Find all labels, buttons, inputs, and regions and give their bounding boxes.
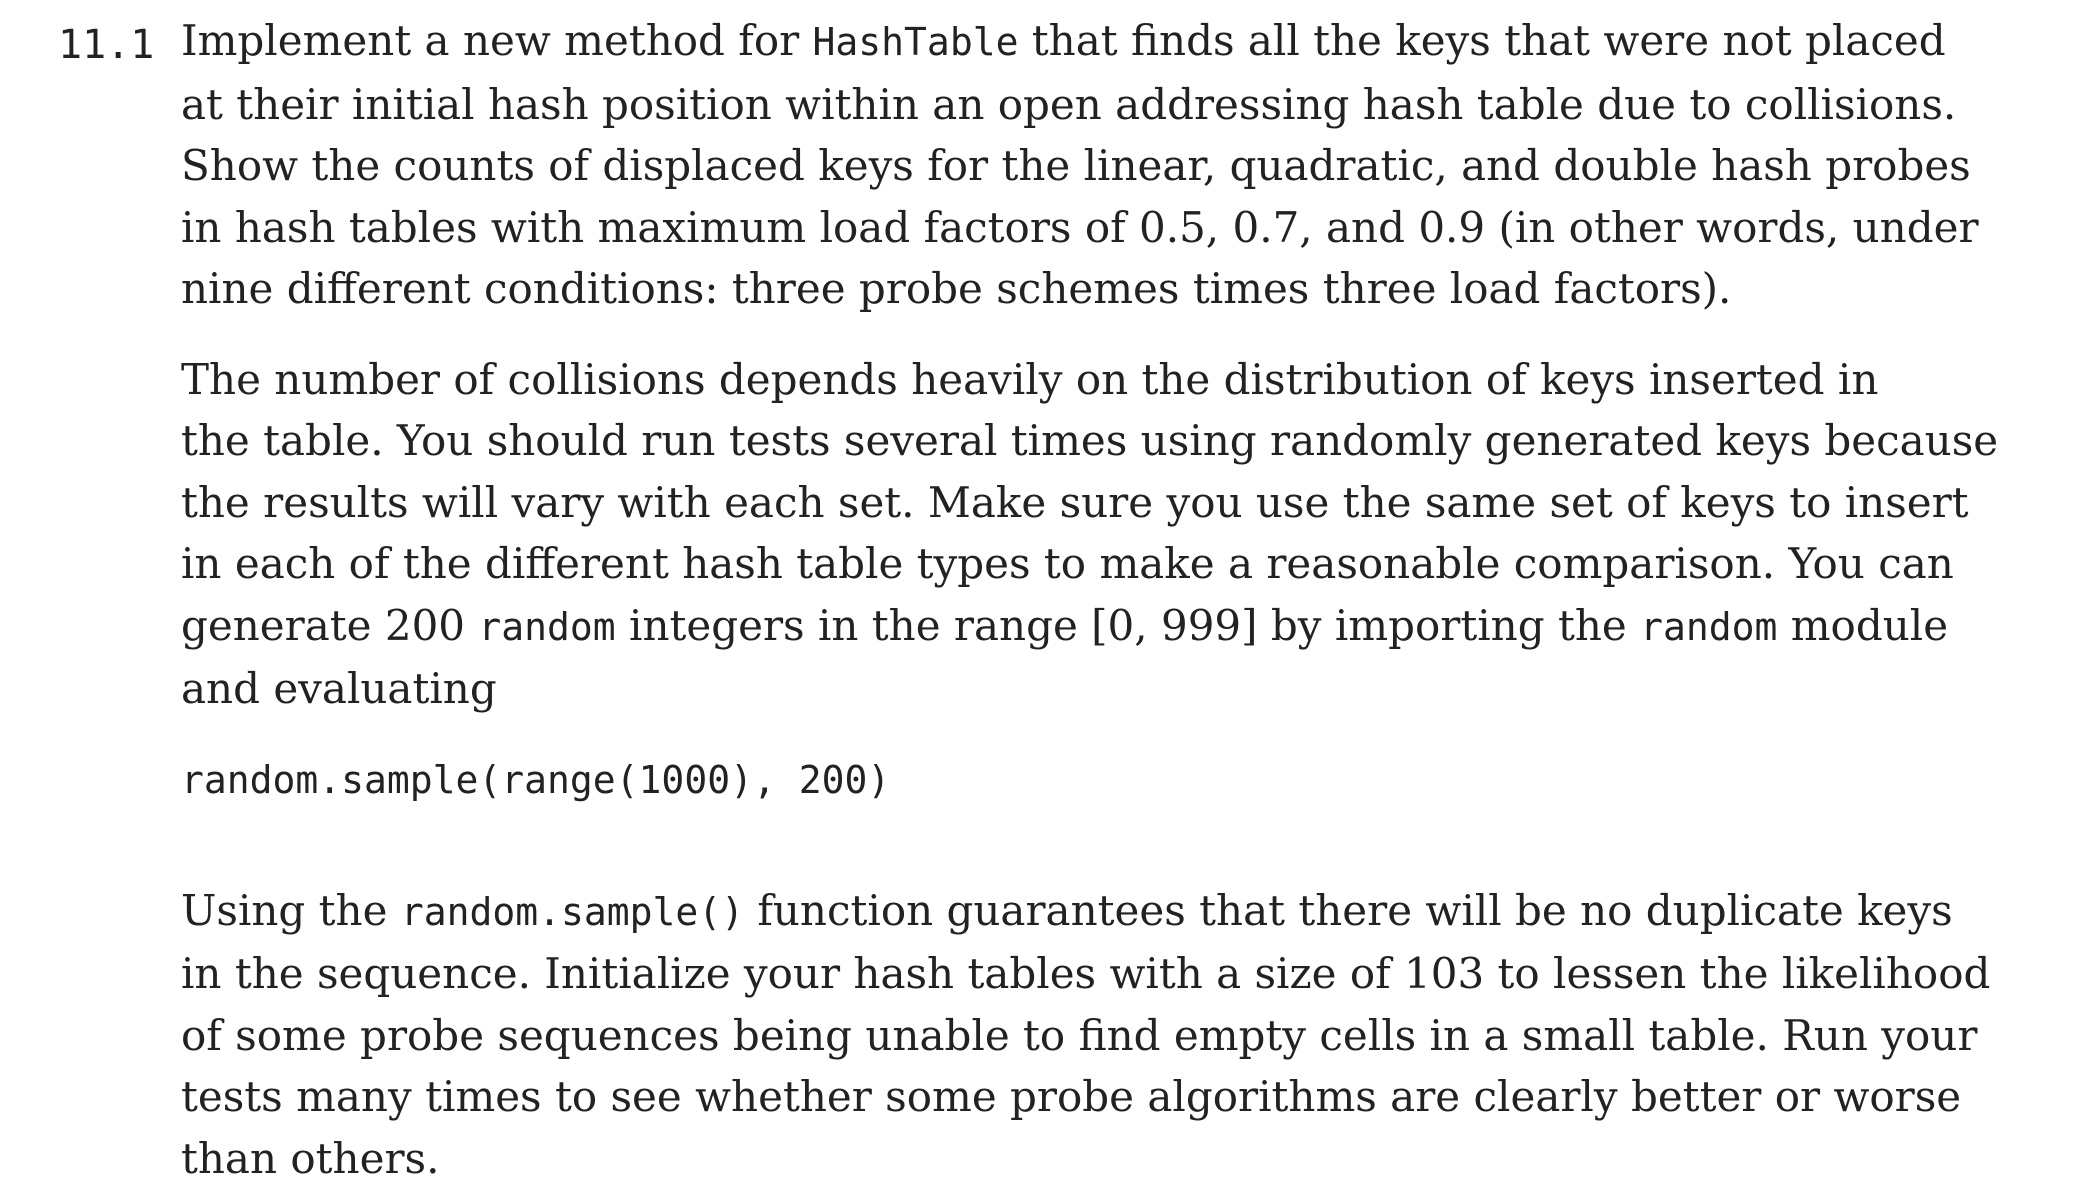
text-segment: in hash tables with maximum load factors of 0.5, 0.7, and 0.9 (in other words, under	[181, 203, 1979, 252]
exercise-body	[181, 10, 2051, 1189]
text-segment: at their initial hash position within an open addressing hash table due to collisions.	[181, 80, 1956, 129]
text-segment: nine different conditions: three probe schemes times three load factors).	[181, 264, 1731, 313]
text-line	[181, 658, 2051, 720]
text-segment: Using the	[181, 886, 401, 935]
inline-code: random.sample()	[401, 890, 744, 934]
text-segment: of some probe sequences being unable to find empty cells in a small table. Run your	[181, 1011, 1977, 1060]
text-segment: The number of collisions depends heavily on the distribution of keys inserted in	[181, 355, 1878, 404]
text-segment: generate 200	[181, 601, 478, 650]
text-line	[181, 258, 2051, 320]
text-segment: in each of the different hash table types to make a reasonable comparison. You can	[181, 539, 1954, 588]
paragraph-instructions	[181, 349, 2051, 720]
text-line	[181, 880, 2051, 944]
text-line	[181, 197, 2051, 259]
text-segment: and evaluating	[181, 664, 497, 713]
inline-code: HashTable	[813, 20, 1019, 64]
text-line	[181, 349, 2051, 411]
text-line	[181, 1005, 2051, 1067]
paragraph-task	[181, 10, 2051, 320]
text-line	[181, 410, 2051, 472]
text-segment: integers in the range [0, 999] by importing the	[616, 601, 1640, 650]
text-line	[181, 595, 2051, 659]
text-segment: tests many times to see whether some probe algorithms are clearly better or worse	[181, 1072, 1961, 1121]
text-segment: function guarantees that there will be no duplicate keys	[744, 886, 1953, 935]
text-line	[181, 74, 2051, 136]
text-segment: than others.	[181, 1134, 439, 1183]
text-segment: in the sequence. Initialize your hash tables with a size of 103 to lessen the likelihood	[181, 949, 1990, 998]
code-example: random.sample(range(1000), 200)	[181, 750, 2051, 810]
text-line	[181, 1066, 2051, 1128]
paragraph-closing	[181, 880, 2051, 1189]
text-segment: Implement a new method for	[181, 16, 813, 65]
text-line	[181, 533, 2051, 595]
text-segment: the table. You should run tests several times using randomly generated keys because	[181, 416, 1998, 465]
text-segment: module	[1777, 601, 1948, 650]
inline-code: random	[1640, 605, 1777, 649]
text-segment: Show the counts of displaced keys for the linear, quadratic, and double hash probes	[181, 141, 1971, 190]
exercise-number: 11.1	[58, 14, 154, 76]
text-line	[181, 135, 2051, 197]
text-segment: that finds all the keys that were not placed	[1018, 16, 1945, 65]
text-segment: the results will vary with each set. Make sure you use the same set of keys to insert	[181, 478, 1969, 527]
text-line	[181, 943, 2051, 1005]
inline-code: random	[478, 605, 615, 649]
text-line	[181, 10, 2051, 74]
text-line	[181, 472, 2051, 534]
